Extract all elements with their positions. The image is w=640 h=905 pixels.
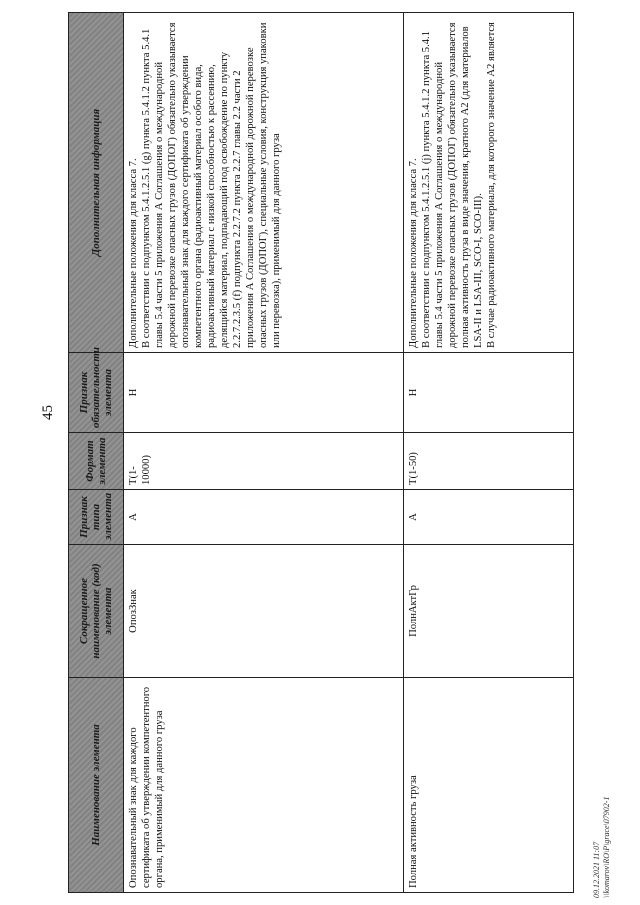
header-format: Формат элемента: [69, 433, 124, 490]
table-container: [68, 13, 574, 893]
cell-info: [124, 13, 404, 353]
info-line: Дополнительные положения для класса 7.: [408, 158, 419, 348]
header-name: Наименование элемента: [69, 678, 124, 893]
cell-format: Т(1-10000): [124, 433, 404, 490]
header-type: Признак типа элемента: [69, 490, 124, 545]
cell-code: ПолнАктГр: [404, 545, 574, 678]
header-code: Сокращенное наименование (код) элемента: [69, 545, 124, 678]
info-line: Дополнительные положения для класса 7.: [128, 158, 139, 348]
info-line: В соответствии с подпунктом 5.4.1.2.5.1 (j) пункта 5.4.1.2 пункта 5.4.1 главы 5.4 части 5 приложения А Соглашения о международной дорожной перевозке опасных грузов (ДОПОГ) обязательно указывается полная активность груза в виде значения, кратного A2 (для материалов LSA-II и LSA-III, SCO-I, SCO-III).: [421, 22, 484, 348]
footer-timestamp: 09.12.2021 11:07: [592, 841, 601, 898]
info-line: В случае радиоактивного материала, для которого значение A2 является: [486, 22, 497, 348]
footer-path: \\komarov\RO\P\grace\07902-1: [602, 796, 611, 898]
header-info: Дополнительная информация: [69, 13, 124, 353]
footer: [592, 678, 612, 898]
cell-name: Полная активность груза: [404, 678, 574, 893]
elements-table: [68, 12, 574, 893]
table-row: [124, 13, 404, 893]
cell-type: А: [124, 490, 404, 545]
cell-code: ОпозЗнак: [124, 545, 404, 678]
header-required: Признак обязательности элемента: [69, 353, 124, 433]
table-row: [404, 13, 574, 893]
cell-format: Т(1-50): [404, 433, 574, 490]
page-number: 45: [40, 405, 56, 420]
table-header-row: [69, 13, 124, 893]
info-line: В соответствии с подпунктом 5.4.1.2.5.1 (g) пункта 5.4.1.2 пункта 5.4.1 главы 5.4 части 5 приложения А Соглашения о международной дорожной перевозке опасных грузов (ДОПОГ) обязательно указывается опознавательный знак для каждого сертификата об утверждении компетентного органа (радиоактивный материал особого вида, радиоактивный материал с низкой способностью к рассеянию, делящийся материал, подпадающий под освобождение по пункту 2.2.7.2.3.5 (f) подпункта 2.2.7.2 пункта 2.2.7 главы 2.2 части 2 приложения А Соглашения о международной дорожной перевозке опасных грузов (ДОПОГ), специальные условия, конструкция упаковки или перевозка), применимый для данного груза: [141, 22, 282, 348]
cell-required: Н: [404, 353, 574, 433]
cell-type: А: [404, 490, 574, 545]
cell-info: [404, 13, 574, 353]
cell-required: Н: [124, 353, 404, 433]
cell-name: Опознавательный знак для каждого сертификата об утверждении компетентного органа, применимый для данного груза: [124, 678, 404, 893]
